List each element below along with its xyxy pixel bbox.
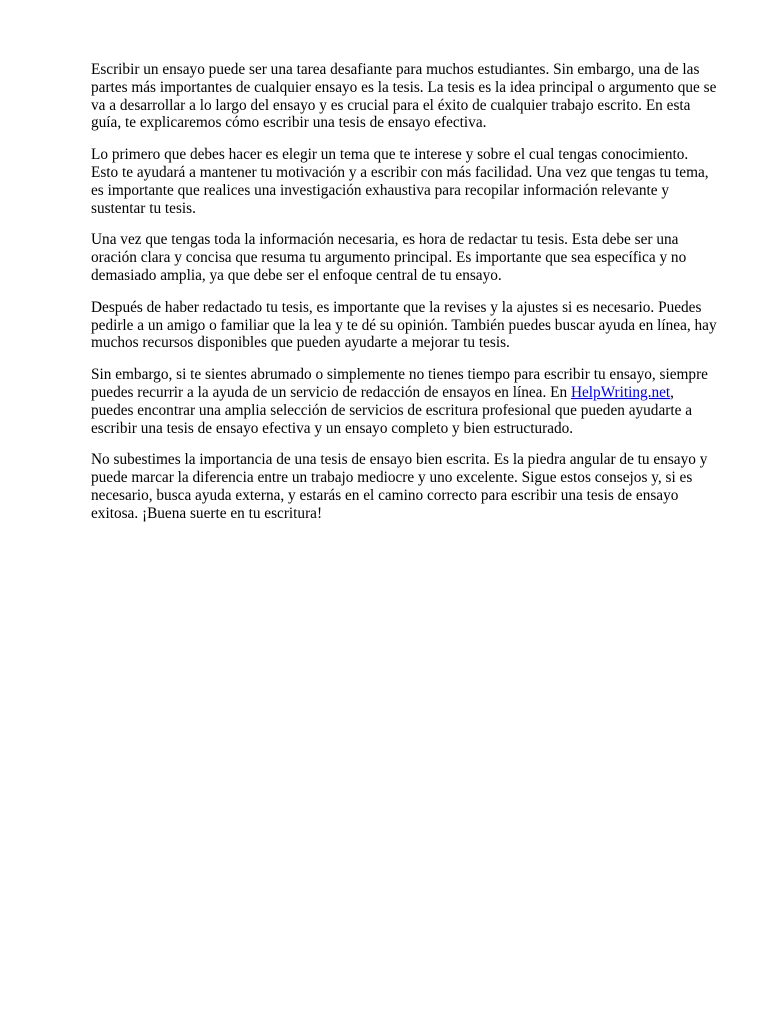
- helpwriting-link[interactable]: HelpWriting.net: [570, 383, 671, 401]
- paragraph-review-thesis: Después de haber redactado tu tesis, es importante que la revises y la ajustes si es necesario. Puedes pedirle a un amigo o familiar que la lea y te dé su opinión. También puedes buscar ayuda en línea, hay muchos recursos disponibles que pueden ayudarte a mejorar tu tesis.: [91, 298, 717, 352]
- paragraph-draft-thesis: Una vez que tengas toda la información necesaria, es hora de redactar tu tesis. Esta debe ser una oración clara y concisa que resuma tu argumento principal. Es importante que sea específica y no demasiado amplia, ya que debe ser el enfoque central de tu ensayo.: [91, 231, 687, 284]
- paragraph-closing: No subestimes la importancia de una tesis de ensayo bien escrita. Es la piedra angular de tu ensayo y puede marcar la diferencia entre un trabajo mediocre y uno excelente. Sigue estos consejos y, si es necesario, busca ayuda externa, y estarás en el camino correcto para escribir una tesis de ensayo exitosa. ¡Buena suerte en tu escritura!: [91, 451, 708, 522]
- service-text-before: Sin embargo, si te sientes abrumado o simplemente no tienes tiempo para escribir tu ensayo, siempre puedes recurrir a la ayuda de un servicio de redacción de ensayos en línea. En: [91, 366, 708, 401]
- service-text-after: , puedes encontrar una amplia selección de servicios de escritura profesional que pueden ayudarte a escribir una tesis de ensayo efectiva y un ensayo completo y bien estructurado.: [91, 383, 692, 437]
- paragraph-choose-topic: Lo primero que debes hacer es elegir un tema que te interese y sobre el cual tengas conocimiento. Esto te ayudará a mantener tu motivación y a escribir con más facilidad. Una vez que tengas tu tema, es importante que realices una investigación exhaustiva para recopilar información relevante y sustentar tu tesis.: [91, 146, 709, 217]
- paragraph-intro: Escribir un ensayo puede ser una tarea desafiante para muchos estudiantes. Sin embargo, una de las partes más importantes de cualquier ensayo es la tesis. La tesis es la idea principal o argumento que se va a desarrollar a lo largo del ensayo y es crucial para el éxito de cualquier trabajo escrito. En esta guía, te explicaremos cómo escribir una tesis de ensayo efectiva.: [91, 61, 717, 132]
- document-body: [91, 61, 719, 537]
- paragraph-writing-service: [91, 366, 719, 437]
